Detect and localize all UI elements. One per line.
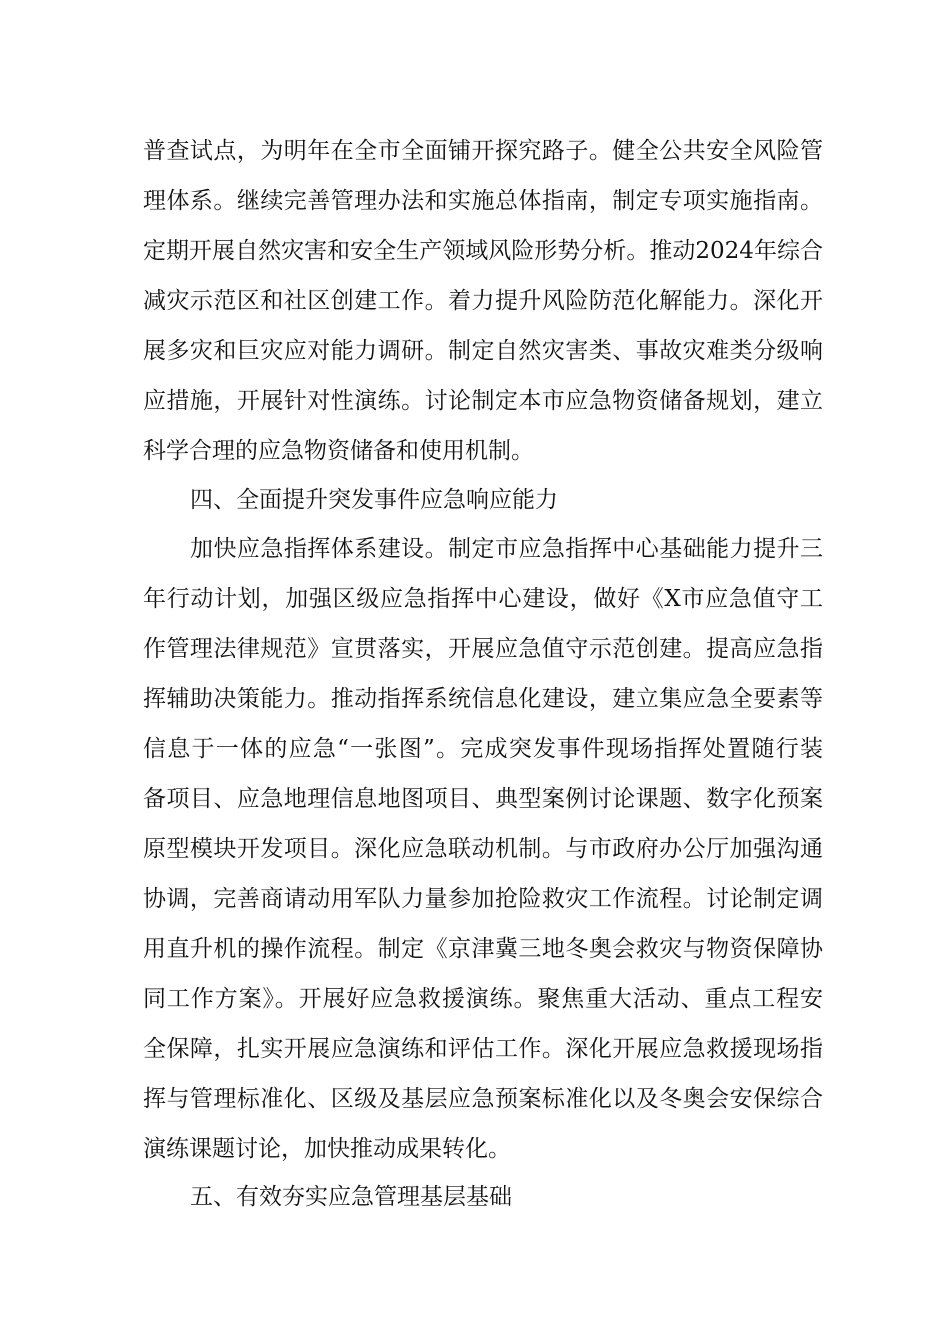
body-text-line: 用直升机的操作流程。制定《京津冀三地冬奥会救灾与物资保障协 bbox=[143, 936, 823, 962]
body-text-line: 年行动计划，加强区级应急指挥中心建设，做好《X市应急值守工 bbox=[143, 586, 823, 612]
body-text-line: 加快应急指挥体系建设。制定市应急指挥中心基础能力提升三 bbox=[190, 536, 823, 562]
body-text-line: 科学合理的应急物资储备和使用机制。 bbox=[143, 438, 534, 464]
body-text-line: 全保障，扎实开展应急演练和评估工作。深化开展应急救援现场指 bbox=[143, 1036, 823, 1062]
body-text-line: 协调，完善商请动用军队力量参加抢险救灾工作流程。讨论制定调 bbox=[143, 886, 823, 912]
body-text-line: 原型模块开发项目。深化应急联动机制。与市政府办公厅加强沟通 bbox=[143, 836, 823, 862]
body-text-line: 备项目、应急地理信息地图项目、典型案例讨论课题、数字化预案 bbox=[143, 786, 823, 812]
body-text-line: 演练课题讨论，加快推动成果转化。 bbox=[143, 1136, 511, 1162]
body-text-line: 定期开展自然灾害和安全生产领域风险形势分析。推动2024年综合 bbox=[143, 238, 823, 264]
body-text-line: 理体系。继续完善管理办法和实施总体指南，制定专项实施指南。 bbox=[143, 188, 823, 214]
body-text-line: 展多灾和巨灾应对能力调研。制定自然灾害类、事故灾难类分级响 bbox=[143, 338, 823, 364]
body-text-line: 作管理法律规范》宣贯落实，开展应急值守示范创建。提高应急指 bbox=[143, 636, 823, 662]
section-heading: 四、全面提升突发事件应急响应能力 bbox=[190, 487, 558, 513]
body-text-line: 同工作方案》。开展好应急救援演练。聚焦重大活动、重点工程安 bbox=[143, 986, 823, 1012]
body-text-line: 应措施，开展针对性演练。讨论制定本市应急物资储备规划，建立 bbox=[143, 388, 823, 414]
body-text-line: 挥与管理标准化、区级及基层应急预案标准化以及冬奥会安保综合 bbox=[143, 1086, 823, 1112]
section-heading: 五、有效夯实应急管理基层基础 bbox=[190, 1184, 512, 1210]
body-text-line: 信息于一体的应急“一张图”。完成突发事件现场指挥处置随行装 bbox=[143, 736, 823, 762]
body-text-line: 普查试点，为明年在全市全面铺开探究路子。健全公共安全风险管 bbox=[143, 138, 823, 164]
body-text-line: 挥辅助决策能力。推动指挥系统信息化建设，建立集应急全要素等 bbox=[143, 686, 823, 712]
body-text-line: 减灾示范区和社区创建工作。着力提升风险防范化解能力。深化开 bbox=[143, 288, 823, 314]
